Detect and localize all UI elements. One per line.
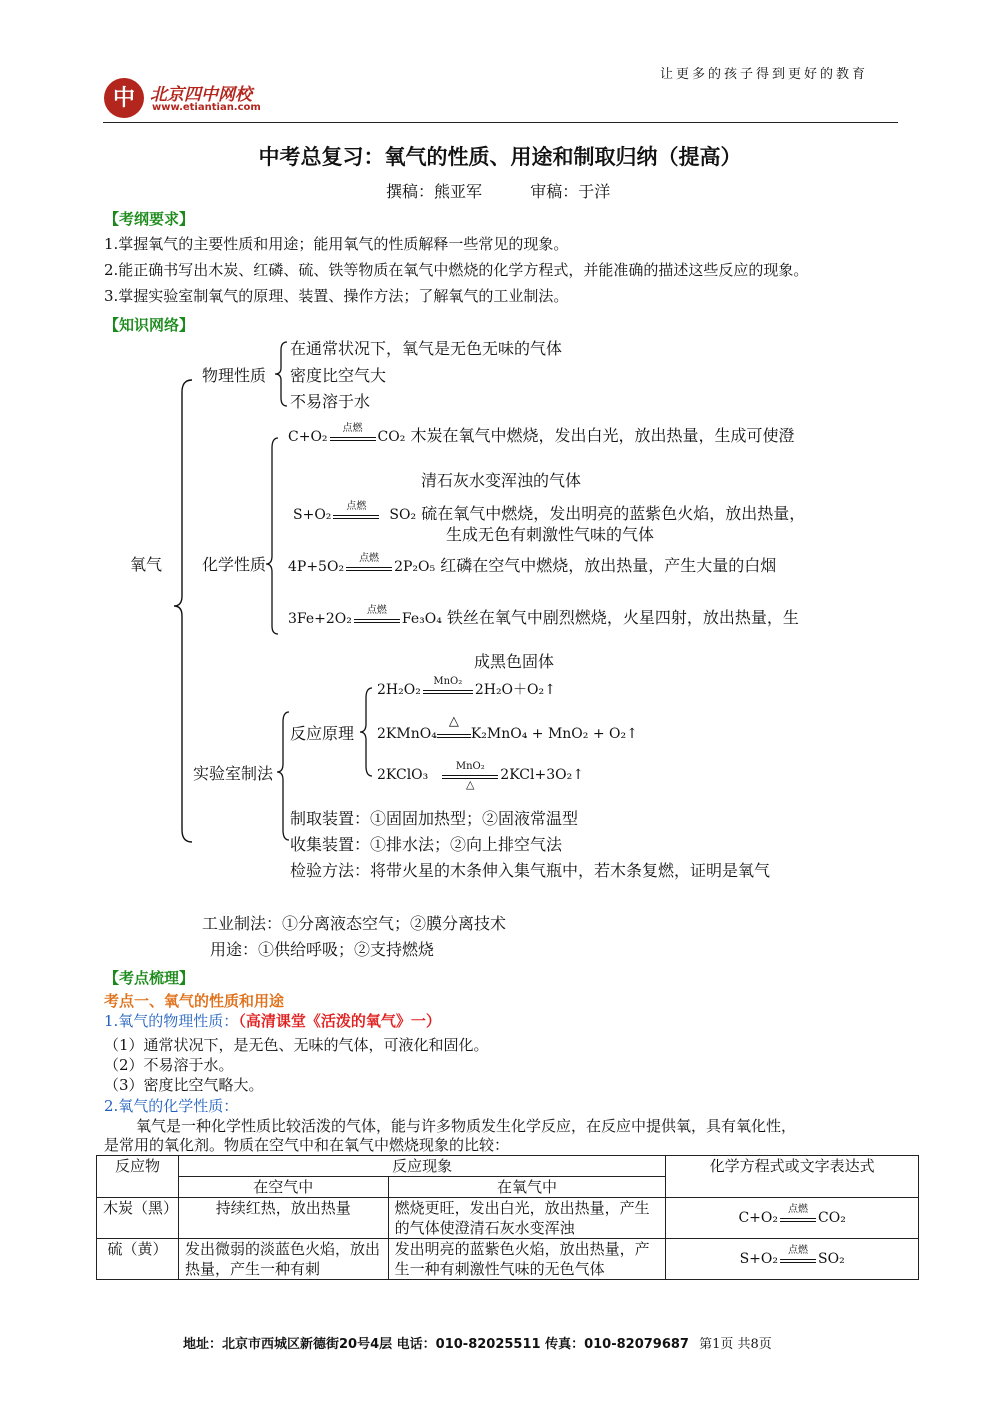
condition-ignite: 点燃 — [346, 557, 392, 577]
video-link[interactable]: （高清课堂《活泼的氧气》一） — [238, 1012, 441, 1030]
comparison-table — [96, 1155, 919, 1280]
slogan: 让更多的孩子得到更好的教育 — [660, 67, 869, 82]
reaction-lhs: S+O₂ — [293, 507, 332, 523]
industrial-method: 工业制法：①分离液态空气；②膜分离技术 — [202, 914, 507, 933]
table-header-row — [97, 1156, 919, 1177]
uses: 用途：①供给呼吸；②支持燃烧 — [210, 940, 435, 959]
cell-reactant: 硫（黄） — [97, 1239, 179, 1280]
root-label: 氧气 — [130, 555, 163, 574]
requirement-item: 1.掌握氧气的主要性质和用途；能用氧气的性质解释一些常见的现象。 — [104, 235, 569, 253]
footer-address: 地址：北京市西城区新德街20号4层 电话：010-82025511 传真：010-82079687 — [183, 1337, 689, 1352]
condition-ignite: 点燃 — [330, 427, 376, 447]
condition-ignite: 点燃 — [354, 609, 400, 629]
physical-item: 在通常状况下，氧气是无色无味的气体 — [290, 339, 563, 358]
cell-equation: C+O₂ 点燃 CO₂ — [666, 1198, 919, 1239]
condition-ignite: 点燃 — [333, 505, 379, 525]
reaction-desc: 木炭在氧气中燃烧，发出白光，放出热量，生成可使澄 — [410, 426, 795, 445]
reviewer: 审稿：于洋 — [530, 182, 611, 201]
reaction-lhs: C+O₂ — [288, 429, 328, 445]
condition-heat: △ — [437, 724, 471, 744]
header-equation: 化学方程式或文字表达式 — [666, 1156, 919, 1198]
reaction-phosphorus — [288, 552, 777, 577]
page-number: 第1页 共8页 — [699, 1337, 772, 1352]
point-one-heading: 考点一、氧气的性质和用途 — [104, 992, 285, 1010]
reaction-desc: 硫在氧气中燃烧，发出明亮的蓝紫色火焰，放出热量， — [421, 504, 806, 523]
physical-point: （2）不易溶于水。 — [104, 1056, 234, 1074]
reaction-rhs: 2P₂O₅ — [394, 559, 436, 575]
requirements-heading: 【考纲要求】 — [104, 210, 195, 228]
cell-oxygen: 发出明亮的蓝紫色火焰，放出热量，产生一种有刺激性气味的无色气体 — [388, 1239, 666, 1280]
physical-point: （3）密度比空气略大。 — [104, 1076, 264, 1094]
lab-check: 检验方法：将带火星的木条伸入集气瓶中，若木条复燃，证明是氧气 — [290, 861, 771, 880]
condition-catalyst: MnO₂ — [423, 680, 473, 700]
logo-mark: 中 — [104, 78, 144, 118]
header-phenomena: 反应现象 — [178, 1156, 665, 1177]
sub-physical-heading: 1.氧气的物理性质：（高清课堂《活泼的氧气》一） — [104, 1012, 441, 1030]
lab-label: 实验室制法 — [193, 764, 274, 783]
logo-url: www.etiantian.com — [152, 102, 261, 113]
principle-label: 反应原理 — [290, 724, 355, 743]
physical-item: 不易溶于水 — [290, 392, 371, 411]
lab-equation-kclo3: 2KClO₃ MnO₂ △ 2KCl+3O₂↑ — [377, 761, 584, 791]
header-air: 在空气中 — [178, 1177, 388, 1198]
reaction-desc-cont: 成黑色固体 — [474, 652, 555, 671]
header-reactant: 反应物 — [97, 1156, 179, 1198]
reaction-desc: 红磷在空气中燃烧，放出热量，产生大量的白烟 — [440, 556, 777, 575]
lab-brace — [277, 712, 289, 840]
table-row — [97, 1198, 919, 1239]
physical-label: 物理性质 — [202, 366, 267, 385]
cell-reactant: 木炭（黑） — [97, 1198, 179, 1239]
principle-brace — [360, 688, 372, 776]
table-row — [97, 1239, 919, 1280]
lab-equation-kmno4: 2KMnO₄ △ K₂MnO₄ + MnO₂ + O₂↑ — [377, 714, 638, 742]
sub-chemical-heading: 2.氧气的化学性质： — [104, 1097, 239, 1115]
cell-oxygen: 燃烧更旺，发出白光，放出热量，产生的气体使澄清石灰水变浑浊 — [388, 1198, 666, 1239]
reaction-rhs: CO₂ — [377, 429, 406, 445]
page-title: 中考总复习：氧气的性质、用途和制取归纳（提高） — [258, 145, 742, 169]
writer: 撰稿：熊亚军 — [386, 182, 483, 201]
footer — [183, 1337, 772, 1353]
requirement-item: 2.能正确书写出木炭、红磷、硫、铁等物质在氧气中燃烧的化学方程式，并能准确的描述这些反应的现象。 — [104, 261, 809, 279]
header-oxygen: 在氧气中 — [388, 1177, 666, 1198]
cell-air: 发出微弱的淡蓝色火焰，放出热量，产生一种有刺 — [178, 1239, 388, 1280]
condition-catalyst-heat: MnO₂ △ — [442, 765, 498, 785]
reaction-desc: 铁丝在氧气中剧烈燃烧，火星四射，放出热量，生 — [446, 608, 799, 627]
reaction-rhs: SO₂ — [389, 507, 417, 523]
lab-device: 制取装置：①固固加热型；②固液常温型 — [290, 809, 579, 828]
reaction-rhs: Fe₃O₄ — [401, 611, 442, 627]
reaction-desc-cont: 清石灰水变浑浊的气体 — [421, 471, 582, 490]
lab-equation-h2o2: 2H₂O₂ MnO₂ 2H₂O＋O₂↑ — [377, 676, 556, 698]
logo-name: 北京四中网校 — [150, 85, 252, 105]
physical-item: 密度比空气大 — [290, 366, 387, 385]
reaction-sulfur — [293, 500, 806, 525]
reaction-lhs: 4P+5O₂ — [288, 559, 345, 575]
root-brace — [174, 380, 192, 842]
chemical-brace — [266, 438, 278, 634]
lab-collect: 收集装置：①排水法；②向上排空气法 — [290, 835, 563, 854]
reaction-desc-cont: 生成无色有刺激性气味的气体 — [446, 525, 655, 544]
physical-point: （1）通常状况下，是无色、无味的气体，可液化和固化。 — [104, 1036, 489, 1054]
reaction-carbon — [288, 422, 795, 447]
points-heading: 【考点梳理】 — [104, 969, 195, 987]
paragraph-line: 氧气是一种化学性质比较活泼的气体，能与许多物质发生化学反应，在反应中提供氧，具有氧化性， — [136, 1117, 797, 1135]
paragraph-line: 是常用的氧化剂。物质在空气中和在氧气中燃烧现象的比较： — [104, 1136, 510, 1154]
network-heading: 【知识网络】 — [104, 316, 195, 334]
reaction-iron — [288, 604, 799, 629]
cell-air: 持续红热，放出热量 — [178, 1198, 388, 1239]
reaction-lhs: 3Fe+2O₂ — [288, 611, 352, 627]
physical-brace — [275, 342, 287, 406]
requirement-item: 3.掌握实验室制氧气的原理、装置、操作方法；了解氧气的工业制法。 — [104, 287, 569, 305]
cell-equation: S+O₂ 点燃 SO₂ — [666, 1239, 919, 1280]
chemical-label: 化学性质 — [202, 555, 267, 574]
